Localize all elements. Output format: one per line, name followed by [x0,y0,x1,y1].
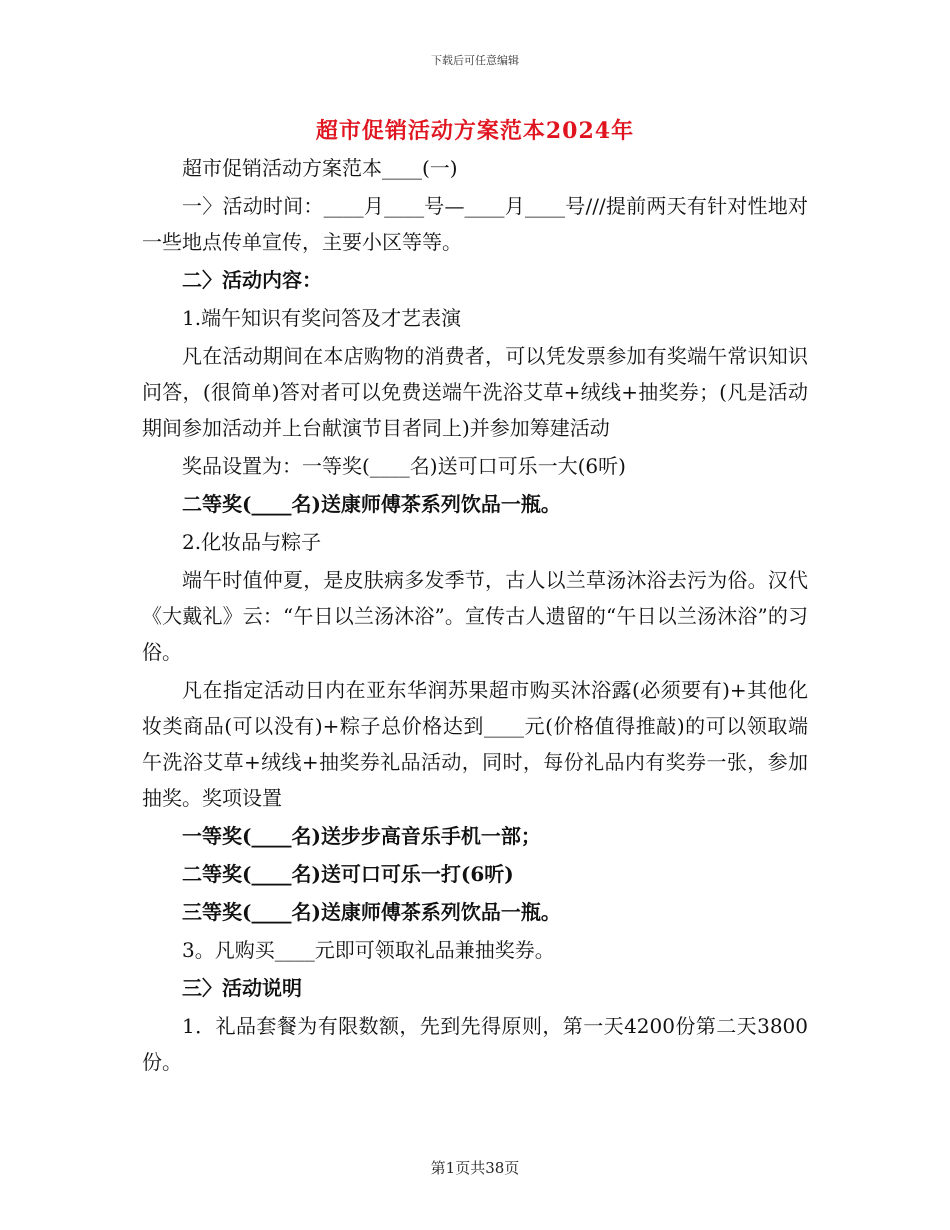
document-body [142,150,808,1082]
page-header: 下载后可任意编辑 [431,54,519,67]
paragraph: 奖品设置为：一等奖(____名)送可口可乐一大(6听) [182,454,626,478]
paragraph: 2.化妆品与粽子 [182,530,322,554]
paragraph: 1．礼品套餐为有限数额，先到先得原则，第一天4200份第二天3800份。 [142,1014,808,1074]
paragraph: 凡在活动期间在本店购物的消费者，可以凭发票参加有奖端午常识知识问答，(很简单)答对者可以免费送端午洗浴艾草+绒线+抽奖券；(凡是活动期间参加活动并上台献演节目者同上)并参加筹建活动 [142,344,808,440]
paragraph: 三等奖(____名)送康师傅茶系列饮品一瓶。 [182,900,561,924]
paragraph: 超市促销活动方案范本____(一) [182,156,458,180]
section-heading: 三〉活动说明 [182,976,302,1000]
paragraph: 一等奖(____名)送步步高音乐手机一部； [182,824,541,848]
page-footer: 第1页共38页 [430,1159,520,1177]
paragraph: 端午时值仲夏，是皮肤病多发季节，古人以兰草汤沐浴去污为俗。汉代《大戴礼》云：“午日以兰汤沐浴”。宣传古人遗留的“午日以兰汤沐浴”的习俗。 [142,568,808,664]
paragraph: 凡在指定活动日内在亚东华润苏果超市购买沐浴露(必须要有)+其他化妆类商品(可以没有)+粽子总价格达到____元(价格值得推敲)的可以领取端午洗浴艾草+绒线+抽奖券礼品活动，同时，每份礼品内有奖券一张，参加抽奖。奖项设置 [142,678,808,810]
section-heading: 二〉活动内容： [182,268,322,292]
paragraph: 二等奖(____名)送可口可乐一打(6听) [182,862,514,886]
paragraph: 1.端午知识有奖问答及才艺表演 [182,306,462,330]
paragraph: 一〉活动时间：____月____号—____月____号///提前两天有针对性地对一些地点传单宣传，主要小区等等。 [142,194,808,254]
document-title: 超市促销活动方案范本2024年 [315,118,635,144]
paragraph: 3。凡购买____元即可领取礼品兼抽奖券。 [182,938,555,962]
paragraph: 二等奖(____名)送康师傅茶系列饮品一瓶。 [182,492,561,516]
